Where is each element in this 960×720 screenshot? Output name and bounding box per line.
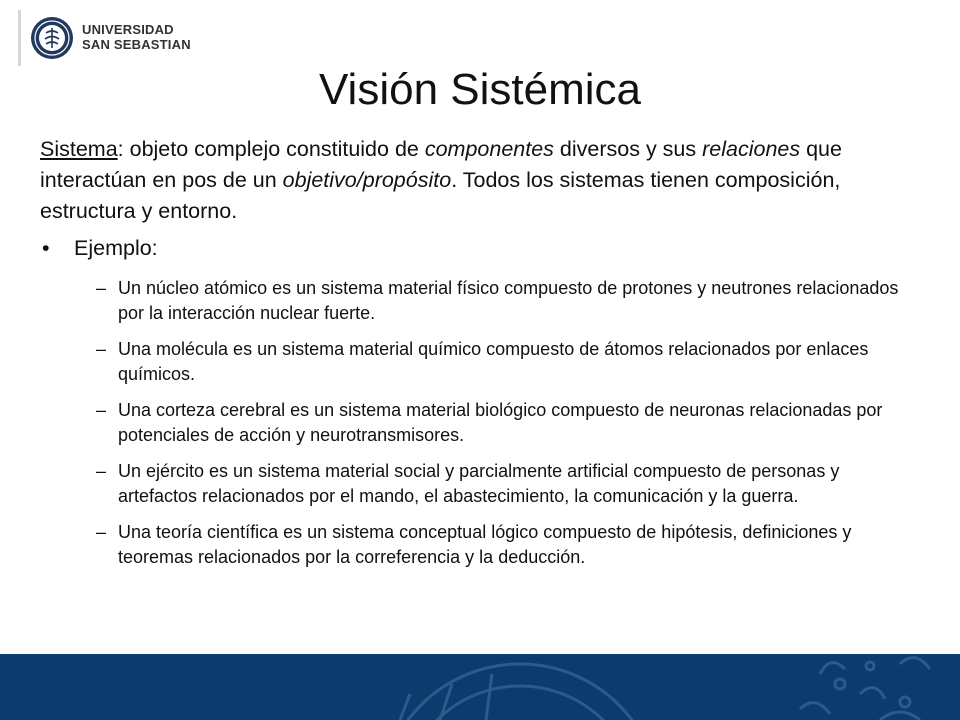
dash-marker: – [96,278,107,298]
bullet-marker: • [42,236,50,260]
footer-band [0,654,960,720]
definition-text-3: que interactúan en pos de un [40,137,842,192]
definition-emphasis-3: objetivo/propósito [282,168,452,192]
definition-text-4: . Todos los sistemas tienen composición, estructura y entorno. [40,168,841,223]
definition-text-2: diversos y sus [553,137,703,161]
definition-term: Sistema [40,137,118,161]
example-text: Un núcleo atómico es un sistema material físico compuesto de protones y neutrones relacionados por la interacción nuclear fuerte. [118,278,899,323]
bullet-label: Ejemplo: [74,236,158,260]
definition-emphasis-2: relaciones [702,137,801,161]
university-seal-icon [30,16,74,60]
example-item [96,520,906,570]
definition-text-1: : objeto complejo constituido de [117,137,425,161]
example-text: Una molécula es un sistema material químico compuesto de átomos relacionados por enlaces químicos. [118,339,869,384]
example-text: Una corteza cerebral es un sistema material biológico compuesto de neuronas relacionadas por potenciales de acción y neurotransmisores. [118,400,883,445]
example-text: Una teoría científica es un sistema conceptual lógico compuesto de hipótesis, definiciones y teoremas relacionados por la correferencia y la deducción. [118,522,852,567]
dash-marker: – [96,461,107,481]
example-item [96,459,906,509]
example-item [96,276,906,326]
dash-marker: – [96,339,107,359]
slide-title: Visión Sistémica [319,65,641,114]
footer-pattern [0,654,960,720]
examples-list [96,276,906,581]
university-logo [82,22,191,52]
definition-emphasis-1: componentes [424,137,554,161]
logo-line-2: SAN SEBASTIAN [82,37,191,52]
example-item [96,337,906,387]
logo-line-1: UNIVERSIDAD [82,22,174,37]
example-text: Un ejército es un sistema material social y parcialmente artificial compuesto de personas y artefactos relacionados por el mando, el abastecimiento, la comunicación y la guerra. [118,461,840,506]
dash-marker: – [96,522,107,542]
definition-paragraph [40,134,920,227]
example-item [96,398,906,448]
logo-divider [18,10,21,66]
dash-marker: – [96,400,107,420]
